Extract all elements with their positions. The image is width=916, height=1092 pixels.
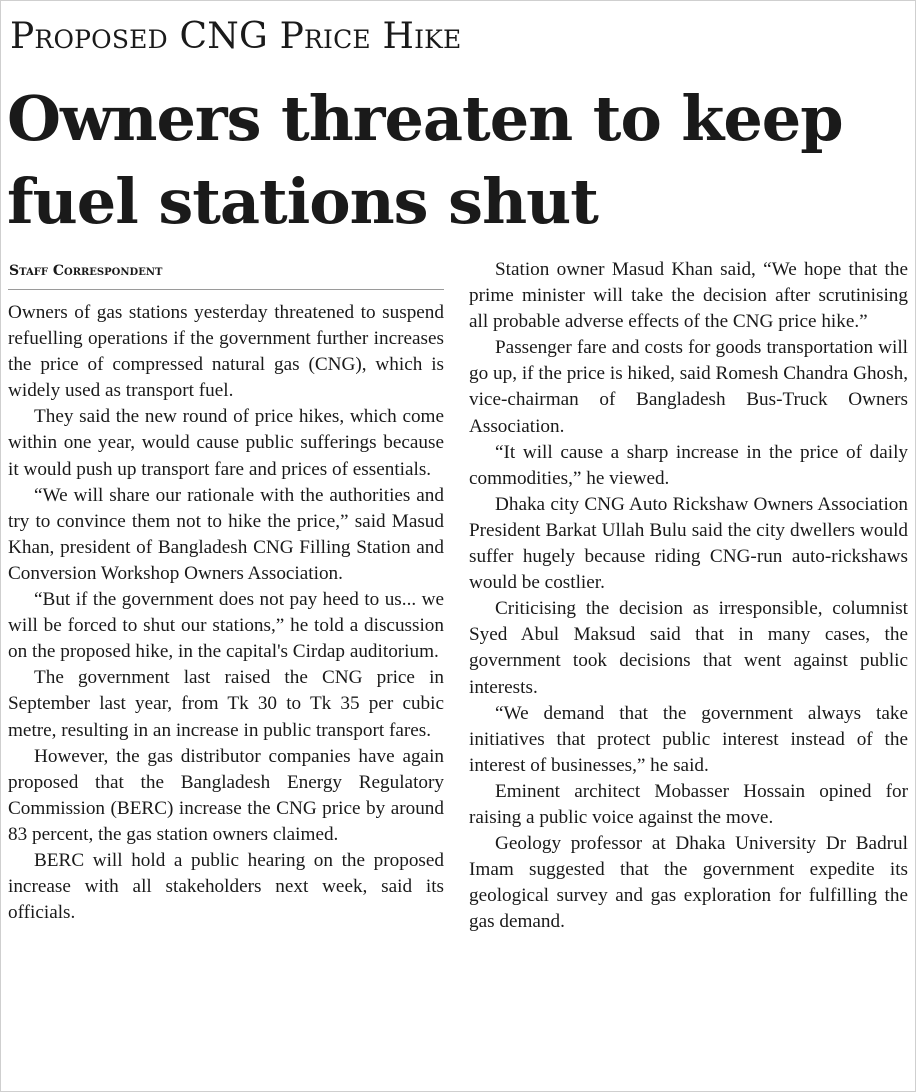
paragraph: “We demand that the government always take initiatives that protect public interest instead of the interest of businesses,” he said. — [469, 702, 908, 776]
article-column-right — [469, 257, 908, 935]
article-byline: Staff Correspondent — [9, 263, 163, 279]
paragraph: “We will share our rationale with the authorities and try to convince them not to hike the price,” said Masud Khan, president of Bangladesh CNG Filling Station and Conversion Workshop Owners Association. — [8, 484, 444, 584]
article-column-left — [8, 300, 444, 926]
paragraph: Owners of gas stations yesterday threatened to suspend refuelling operations if the government further increases the price of compressed natural gas (CNG), which is widely used as transport fuel. — [8, 302, 444, 402]
paragraph: Eminent architect Mobasser Hossain opined for raising a public voice against the move. — [469, 780, 908, 828]
paragraph: BERC will hold a public hearing on the proposed increase with all stakeholders next week, said its officials. — [8, 849, 444, 924]
paragraph: “It will cause a sharp increase in the price of daily commodities,” he viewed. — [469, 441, 908, 489]
byline-divider — [8, 289, 444, 290]
paragraph: Station owner Masud Khan said, “We hope that the prime minister will take the decision after scrutinising all probable adverse effects of the CNG price hike.” — [469, 259, 908, 333]
paragraph: They said the new round of price hikes, which come within one year, would cause public sufferings because it would push up transport fare and prices of essentials. — [8, 406, 444, 480]
article-headline: Owners threaten to keep fuel stations shut — [7, 82, 843, 238]
paragraph: Dhaka city CNG Auto Rickshaw Owners Association President Barkat Ullah Bulu said the city dwellers would suffer hugely because riding CNG-run auto-rickshaws would be costlier. — [469, 493, 908, 594]
paragraph: “But if the government does not pay heed to us... we will be forced to shut our stations,” he told a discussion on the proposed hike, in the capital's Cirdap auditorium. — [8, 589, 444, 663]
paragraph: Criticising the decision as irresponsible, columnist Syed Abul Maksud said that in many cases, the government took decisions that went against public interests. — [469, 598, 908, 698]
paragraph: The government last raised the CNG price in September last year, from Tk 30 to Tk 35 per cubic metre, resulting in an increase in public transport fares. — [8, 667, 444, 741]
paragraph: Geology professor at Dhaka University Dr Badrul Imam suggested that the government expedite its geological survey and gas exploration for fulfilling the gas demand. — [469, 833, 908, 933]
paragraph: However, the gas distributor companies have again proposed that the Bangladesh Energy Regulatory Commission (BERC) increase the CNG price by around 83 percent, the gas station owners claimed. — [8, 745, 444, 845]
paragraph: Passenger fare and costs for goods transportation will go up, if the price is hiked, said Romesh Chandra Ghosh, vice-chairman of Bangladesh Bus-Truck Owners Association. — [469, 337, 908, 437]
article-kicker: Proposed CNG Price Hike — [10, 16, 462, 57]
